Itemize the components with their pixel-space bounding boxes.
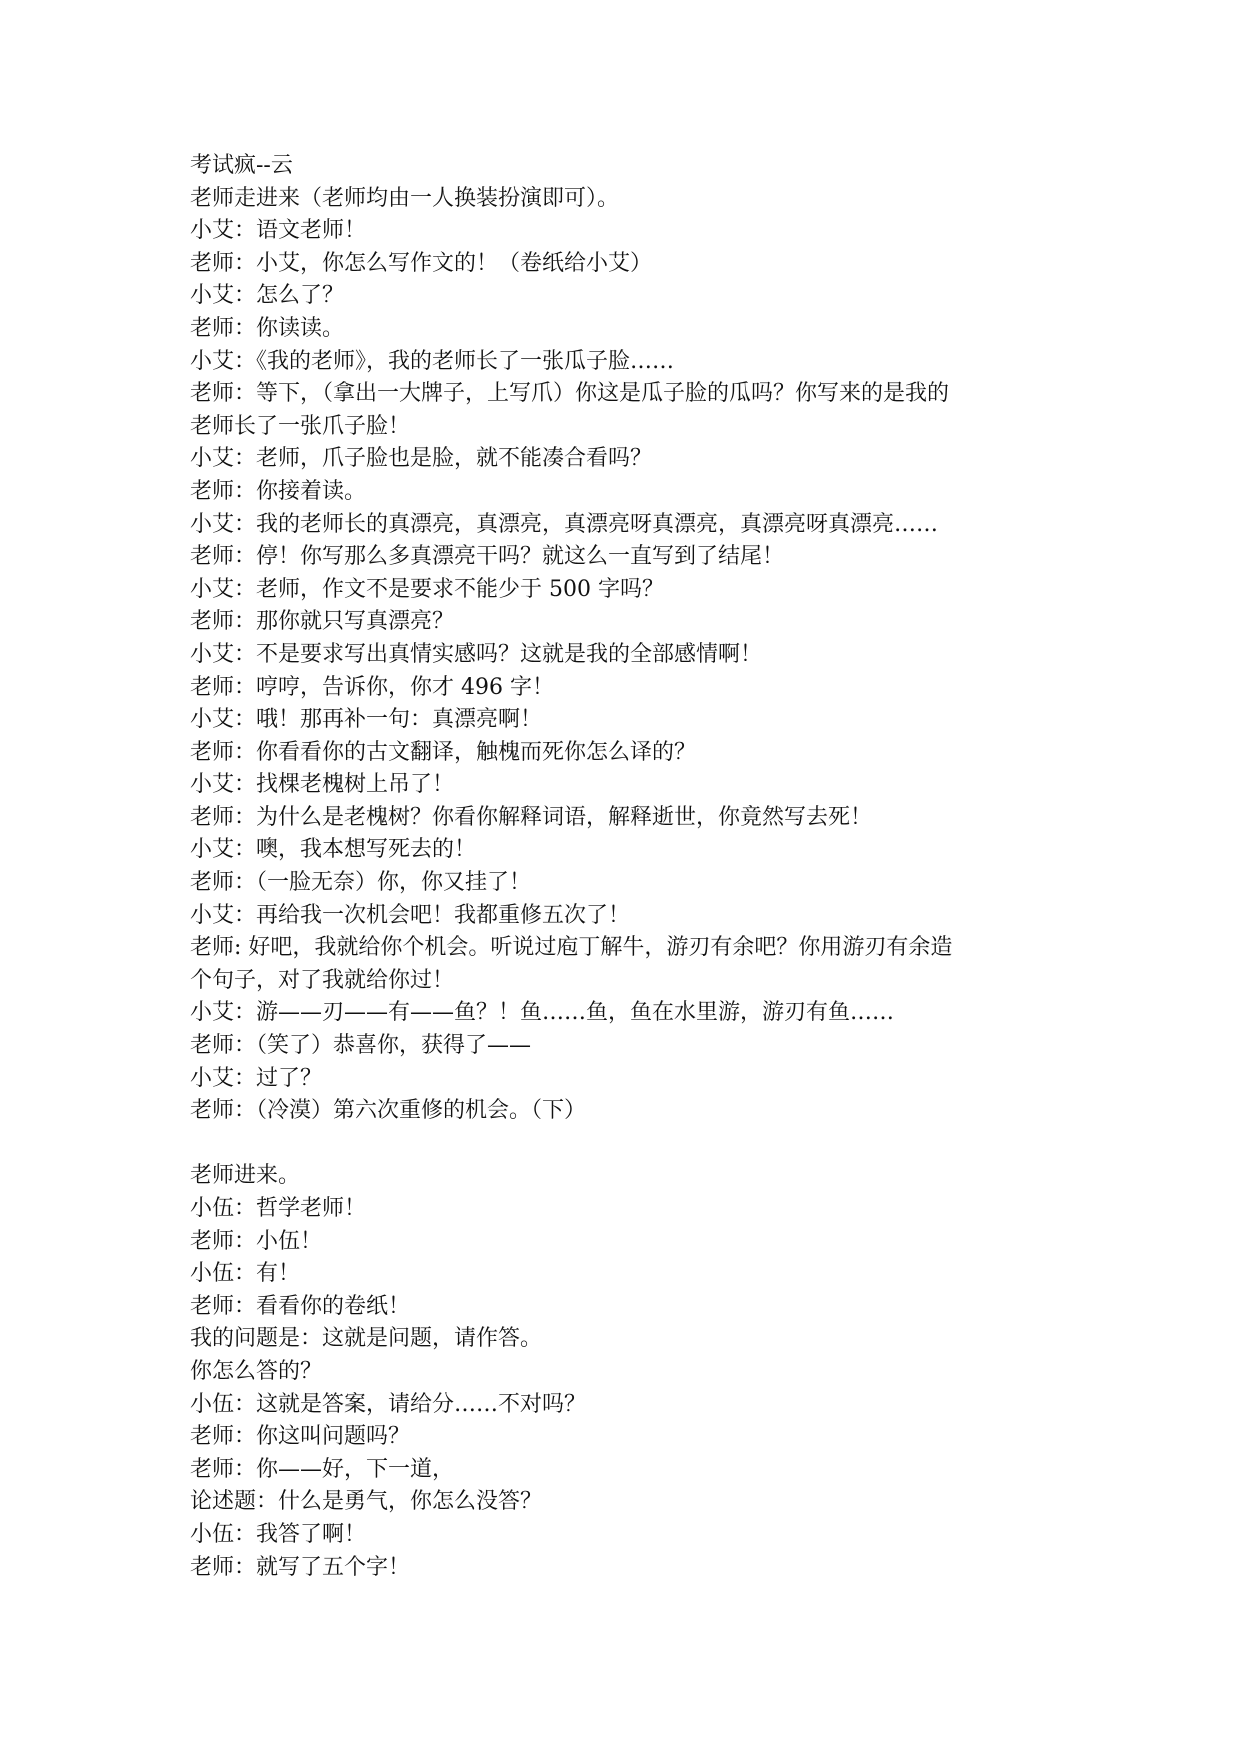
dialogue-line: 老师：你这叫问题吗？ — [190, 1424, 411, 1450]
dialogue-line: 老师：你读读。 — [190, 315, 345, 341]
dialogue-line: 小伍：哲学老师！ — [190, 1196, 367, 1221]
stage-direction: 老师进来。 — [190, 1163, 301, 1189]
dialogue-line: 小艾：找棵老槐树上吊了！ — [190, 772, 455, 798]
dialogue-line: 小伍：有！ — [190, 1261, 301, 1287]
dialogue-line: 小艾：我的老师长的真漂亮，真漂亮，真漂亮呀真漂亮，真漂亮呀真漂亮…… — [190, 511, 939, 537]
dialogue-line: 老师：你——好，下一道， — [190, 1456, 455, 1482]
dialogue-line: 小艾：过了？ — [190, 1065, 323, 1091]
dialogue-line: 老师长了一张爪子脸！ — [190, 413, 411, 439]
dialogue-line: 老师：哼哼，告诉你，你才 496 字！ — [190, 674, 554, 700]
dialogue-line: 小艾：游——刃——有——鱼？！鱼……鱼，鱼在水里游，游刃有鱼…… — [190, 1000, 895, 1026]
dialogue-line: 老师：那你就只写真漂亮？ — [190, 609, 455, 635]
dialogue-line: 小艾：老师，作文不是要求不能少于 500 字吗？ — [190, 576, 664, 602]
dialogue-line: 小艾：语文老师！ — [190, 218, 367, 244]
dialogue-line: 小伍：我答了啊！ — [190, 1521, 367, 1547]
scene-break — [190, 1128, 1070, 1161]
dialogue-line: 小艾：噢，我本想写死去的！ — [190, 837, 477, 863]
dialogue-line: 老师：你接着读。 — [190, 478, 367, 504]
dialogue-line: 老师：停！你写那么多真漂亮干吗？就这么一直写到了结尾！ — [190, 544, 785, 570]
dialogue-line: 你怎么答的？ — [190, 1358, 323, 1384]
dialogue-line: 小艾：哦！那再补一句：真漂亮啊！ — [190, 707, 543, 733]
dialogue-line: 老师：看看你的卷纸！ — [190, 1293, 411, 1319]
dialogue-line: 老师: 好吧，我就给你个机会。听说过庖丁解牛，游刃有余吧？你用游刃有余造 — [190, 935, 953, 961]
dialogue-line: 老师：（笑了）恭喜你，获得了—— — [190, 1033, 532, 1059]
dialogue-line: 老师：等下，（拿出一大牌子，上写爪）你这是瓜子脸的瓜吗？你写来的是我的 — [190, 381, 950, 407]
dialogue-line: 老师：你看看你的古文翻译，触槐而死你怎么译的？ — [190, 739, 697, 765]
dialogue-line: 小伍：这就是答案，请给分……不对吗？ — [190, 1391, 587, 1417]
dialogue-line: 小艾：老师，爪子脸也是脸，就不能凑合看吗？ — [190, 446, 653, 472]
dialogue-line: 老师：为什么是老槐树？你看你解释词语，解释逝世，你竟然写去死！ — [190, 804, 873, 830]
dialogue-line: 个句子，对了我就给你过！ — [190, 967, 455, 993]
dialogue-line: 老师：小艾，你怎么写作文的！（卷纸给小艾） — [190, 250, 653, 276]
stage-direction: 老师走进来（老师均由一人换装扮演即可）。 — [190, 185, 620, 211]
dialogue-line: 小艾：怎么了？ — [190, 283, 345, 309]
dialogue-line: 老师：就写了五个字！ — [190, 1554, 411, 1580]
dialogue-line: 小艾：《我的老师》，我的老师长了一张瓜子脸…… — [190, 348, 675, 374]
dialogue-line: 论述题：什么是勇气，你怎么没答？ — [190, 1489, 543, 1515]
document-page — [190, 150, 1070, 1584]
dialogue-line: 老师：小伍！ — [190, 1228, 323, 1254]
dialogue-line: 小艾：不是要求写出真情实感吗？这就是我的全部感情啊！ — [190, 641, 763, 667]
document-title: 考试疯--云 — [190, 153, 293, 178]
dialogue-line: 小艾：再给我一次机会吧！我都重修五次了！ — [190, 902, 631, 928]
dialogue-line: 我的问题是：这就是问题，请作答。 — [190, 1326, 543, 1352]
dialogue-line: 老师：（一脸无奈）你，你又挂了！ — [190, 870, 532, 896]
dialogue-line: 老师：（冷漠）第六次重修的机会。（下） — [190, 1098, 587, 1124]
